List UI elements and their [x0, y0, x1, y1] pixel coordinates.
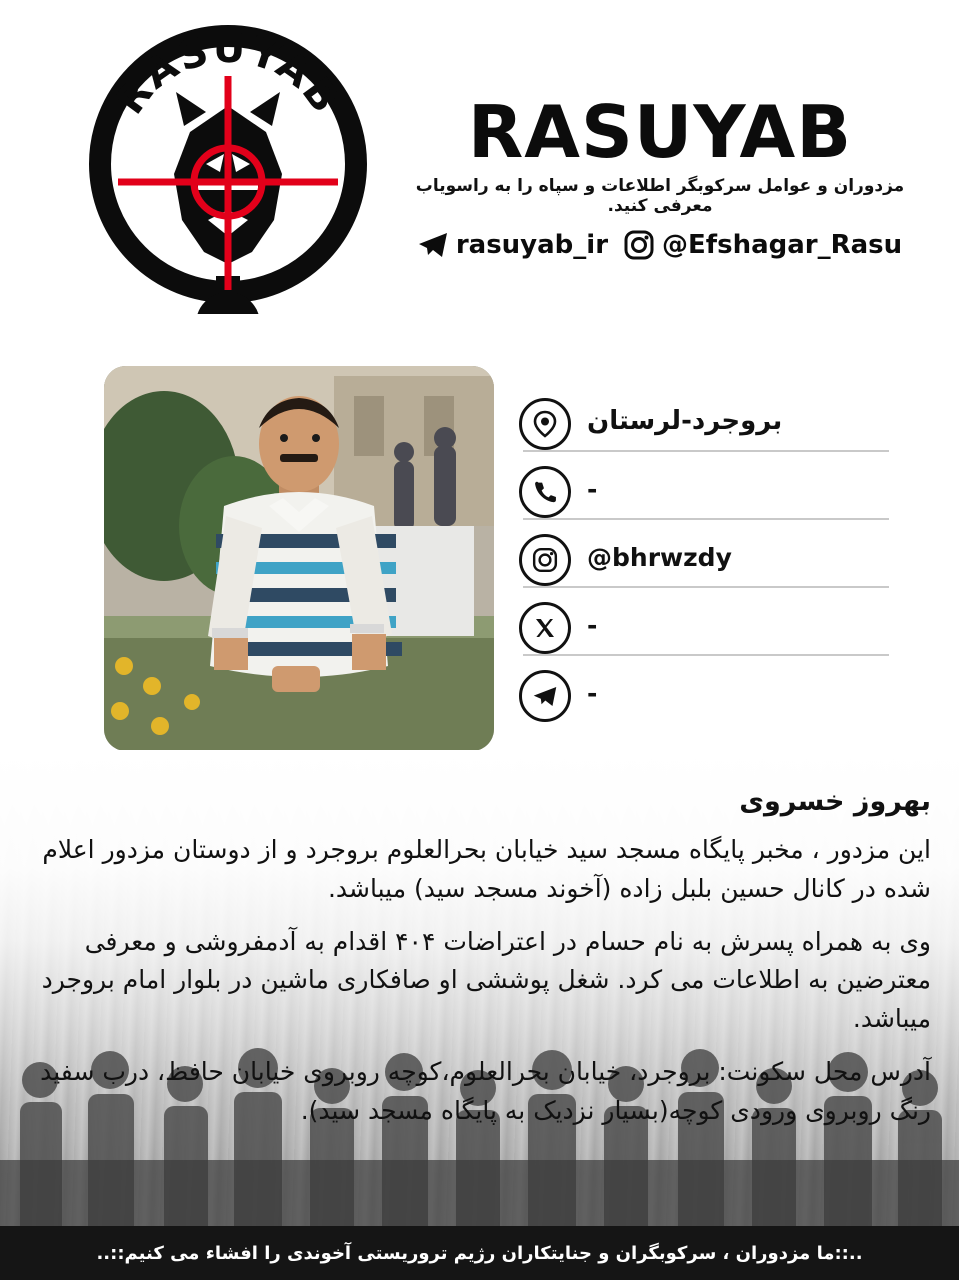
contact-row-telegram — [519, 662, 959, 730]
instagram-icon — [624, 230, 654, 260]
description-paragraph-3: آدرس محل سکونت: بروجرد، خیابان بحرالعلوم،کوچه روبروی خیابان حافظ، درب سفید رنگ روبروی ورودی کوچه(بسیار نزدیک به پایگاه مسجد سید). — [40, 1056, 931, 1125]
instagram-handle-label: @Efshagar_Rasu — [662, 230, 903, 260]
phone-icon — [519, 466, 571, 518]
page-header — [0, 0, 959, 330]
telegram-icon — [418, 232, 448, 258]
brand-subtitle: مزدوران و عوامل سرکوبگر اطلاعات و سپاه را به راسویاب معرفی کنید. — [415, 176, 905, 216]
profile-section — [0, 330, 959, 750]
contact-rule — [523, 450, 889, 452]
contact-value-telegram: - — [587, 678, 598, 708]
contact-value-phone: - — [587, 474, 598, 504]
footer-slogan: ..::ما مزدوران ، سرکوبگران و جنایتکاران رژیم تروریستی آخوندی را افشاء می کنیم::.. — [96, 1242, 863, 1264]
contact-row-phone — [519, 458, 959, 526]
contact-rule — [523, 586, 889, 588]
contact-row-location — [519, 390, 959, 458]
contact-rule — [523, 654, 889, 656]
x-twitter-icon — [519, 602, 571, 654]
brand-socials — [400, 230, 920, 260]
instagram-handle[interactable] — [624, 230, 902, 260]
contact-value-x: - — [587, 610, 598, 640]
svg-text:RASUYAB: RASUYAB — [107, 25, 349, 123]
person-name: بهروز خسروی — [739, 786, 931, 817]
subject-photo — [104, 366, 494, 751]
location-pin-icon — [519, 398, 571, 450]
rasuyab-logo — [78, 14, 378, 314]
contact-row-instagram[interactable] — [519, 526, 959, 594]
telegram-handle-label: rasuyab_ir — [455, 230, 609, 260]
instagram-icon — [519, 534, 571, 586]
contact-rule — [523, 518, 889, 520]
description-section — [0, 750, 959, 1280]
brand-title: RASUYAB — [467, 90, 853, 174]
page-footer — [0, 1226, 959, 1280]
brand-block — [400, 90, 920, 260]
description-text — [28, 786, 931, 1144]
contact-value-instagram: @bhrwzdy — [587, 542, 732, 572]
contact-list — [519, 390, 959, 730]
description-paragraph-2: وی به همراه پسرش به نام حسام در اعتراضات ۴۰۴ اقدام به آدمفروشی و معرفی معترضین به اطلاعات می کرد. شغل پوششی او صافکاری ماشین در بلوار امام بروجرد میباشد. — [41, 926, 931, 1033]
description-paragraph-1: این مزدور ، مخبر پایگاه مسجد سید خیابان بحرالعلوم بروجرد و از دوستان مزدور اعلام شده در کانال حسین بلبل زاده (آخوند مسجد سید) میباشد. — [42, 835, 931, 903]
telegram-handle[interactable] — [418, 230, 608, 260]
contact-value-location: بروجرد-لرستان — [587, 406, 783, 436]
telegram-icon — [519, 670, 571, 722]
contact-row-x — [519, 594, 959, 662]
